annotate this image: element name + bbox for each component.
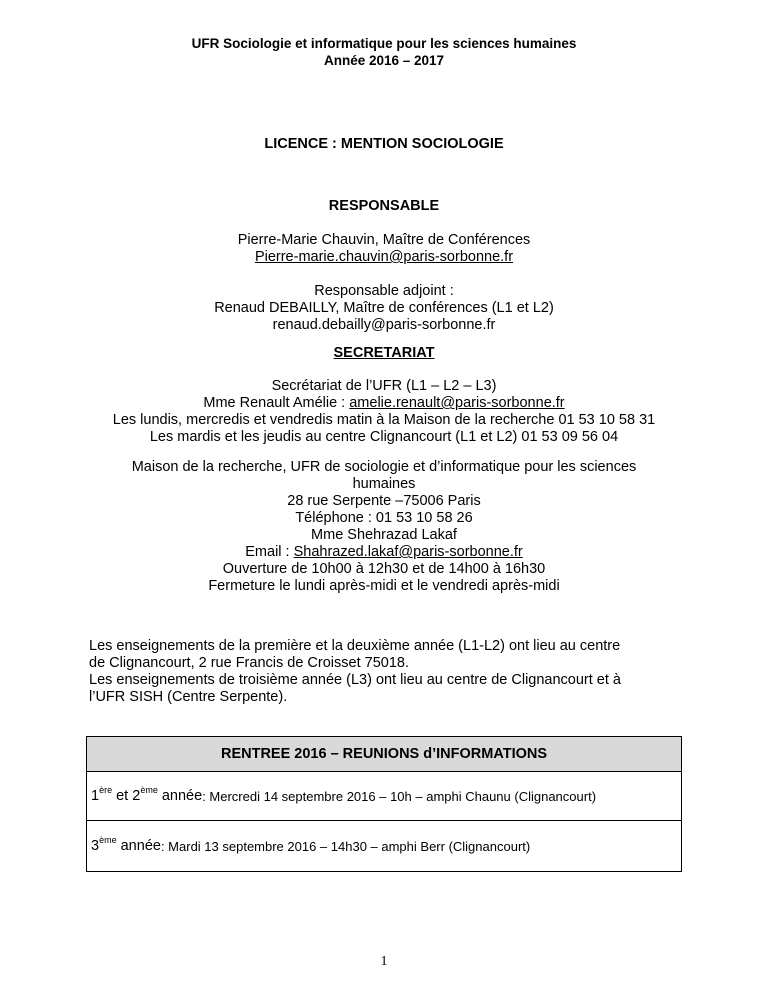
responsable-email-link[interactable]: Pierre-marie.chauvin@paris-sorbonne.fr: [254, 249, 514, 265]
paragraph-l3-line1: Les enseignements de troisième année (L3) ont lieu au centre de Clignancourt et à: [89, 672, 621, 688]
paragraph-l1-l2-line1: Les enseignements de la première et la deuxième année (L1-L2) ont lieu au centre: [89, 638, 621, 654]
rentree-table: [86, 736, 682, 872]
secretariat-contact-name: Mme Renault Amélie :: [203, 395, 350, 411]
maison-address: 28 rue Serpente –75006 Paris: [287, 493, 481, 509]
secretariat-line: Secrétariat de l’UFR (L1 – L2 – L3): [271, 378, 497, 394]
secretariat-contact: [0, 395, 768, 412]
maison-title-line2: humaines: [352, 476, 416, 492]
adjoint-block: [0, 283, 768, 334]
secretariat-heading: SECRETARIAT: [333, 345, 435, 361]
responsable-block: [0, 232, 768, 266]
page-number: 1: [380, 954, 388, 969]
header-ufr-title: UFR Sociologie et informatique pour les sciences humaines: [191, 36, 577, 51]
rentree-row-l1-l2: [87, 772, 681, 821]
maison-contact-name: Mme Shehrazad Lakaf: [311, 527, 457, 543]
row1-year-label: 1ère et 2ème année: [91, 785, 203, 804]
adjoint-email: renaud.debailly@paris-sorbonne.fr: [272, 317, 496, 333]
secretariat-email-link[interactable]: amelie.renault@paris-sorbonne.fr: [349, 395, 565, 411]
header-academic-year: Année 2016 – 2017: [323, 52, 445, 68]
row2-year-label: 3ème année: [91, 835, 161, 854]
maison-title-line1: Maison de la recherche, UFR de sociologie et d’informatique pour les sciences: [131, 459, 637, 475]
maison-opening-hours: Ouverture de 10h00 à 12h30 et de 14h00 à 16h30: [222, 561, 546, 577]
secretariat-block: [0, 378, 768, 446]
secretariat-hours-maison: Les lundis, mercredis et vendredis matin à la Maison de la recherche 01 53 10 58 31: [112, 412, 656, 428]
secretariat-heading-block: [0, 345, 768, 362]
paragraph-l3-line2: l’UFR SISH (Centre Serpente).: [89, 689, 288, 705]
maison-email-link[interactable]: Shahrazed.lakaf@paris-sorbonne.fr: [293, 544, 523, 560]
responsable-heading-block: [0, 198, 768, 215]
adjoint-label: Responsable adjoint :: [314, 283, 454, 299]
maison-phone: Téléphone : 01 53 10 58 26: [295, 510, 473, 526]
maison-recherche-block: [0, 459, 768, 595]
maison-email-line: [0, 544, 768, 561]
maison-email-label: Email :: [245, 544, 294, 560]
rentree-table-heading: RENTREE 2016 – REUNIONS d’INFORMATIONS: [87, 737, 681, 772]
responsable-name: Pierre-Marie Chauvin, Maître de Conférences: [237, 232, 531, 248]
row1-meeting-detail: : Mercredi 14 septembre 2016 – 10h – amphi Chaunu (Clignancourt): [202, 788, 597, 804]
teaching-location-paragraphs: [89, 638, 679, 706]
adjoint-name: Renaud DEBAILLY, Maître de conférences (L1 et L2): [214, 300, 554, 316]
licence-title: LICENCE : MENTION SOCIOLOGIE: [264, 136, 504, 152]
responsable-heading: RESPONSABLE: [328, 198, 440, 214]
paragraph-l1-l2-line2: de Clignancourt, 2 rue Francis de Croisset 75018.: [89, 655, 409, 671]
document-header: [0, 36, 768, 69]
licence-section: [0, 136, 768, 153]
secretariat-hours-clignancourt: Les mardis et les jeudis au centre Clignancourt (L1 et L2) 01 53 09 56 04: [149, 429, 619, 445]
row2-meeting-detail: : Mardi 13 septembre 2016 – 14h30 – amphi Berr (Clignancourt): [160, 838, 531, 854]
maison-closing-info: Fermeture le lundi après-midi et le vendredi après-midi: [208, 578, 560, 594]
rentree-row-l3: [87, 821, 681, 871]
